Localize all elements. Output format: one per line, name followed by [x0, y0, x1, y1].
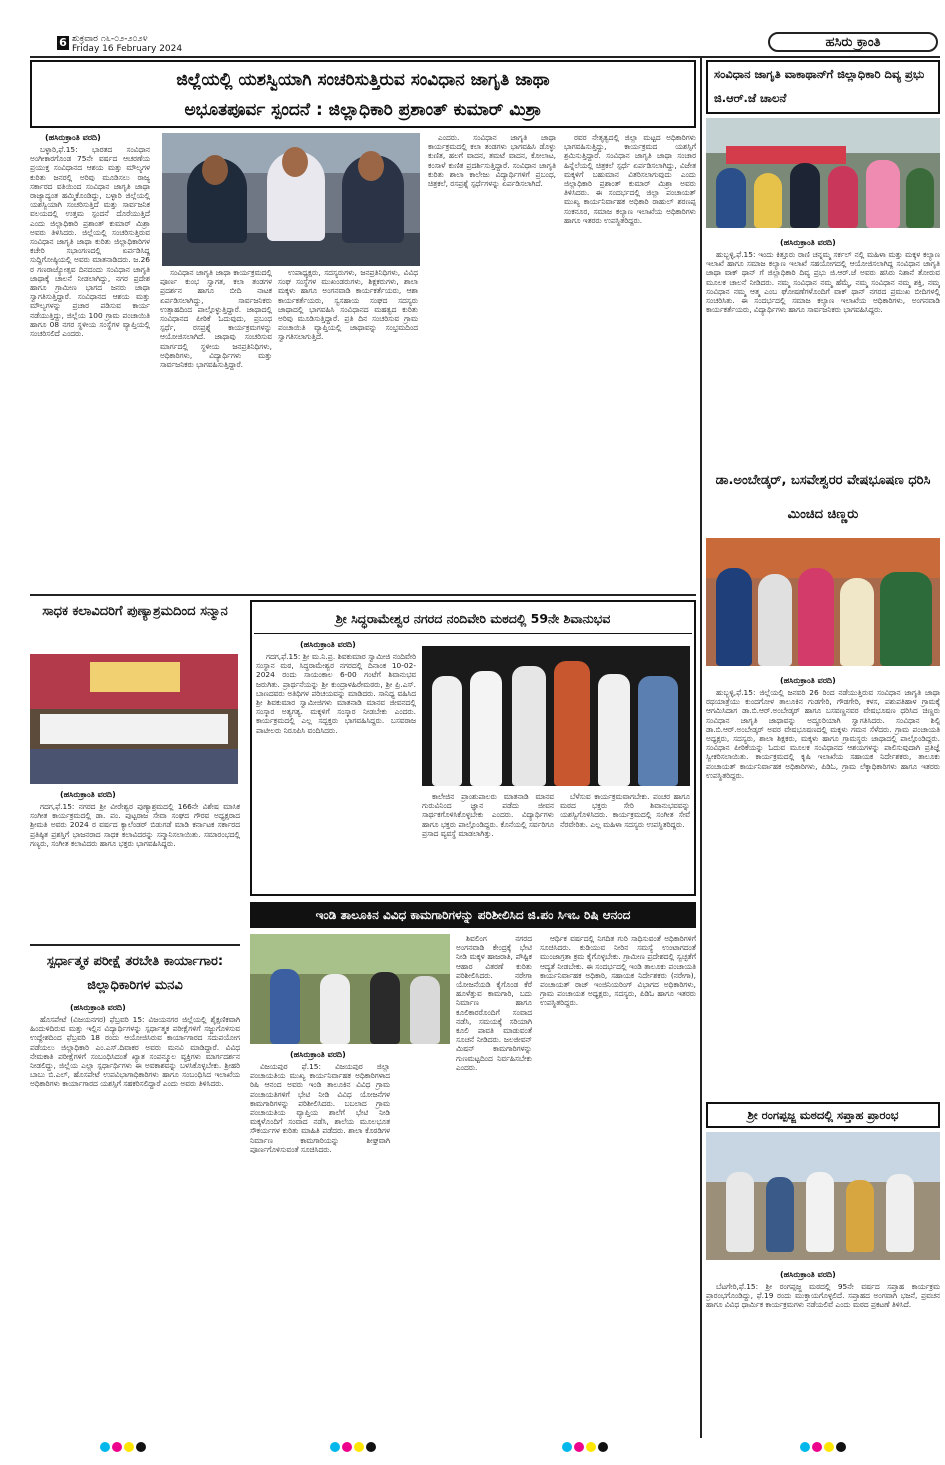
- lead-headline: [30, 60, 696, 128]
- lead-column-5: ರವರ ನೇತೃತ್ವದಲ್ಲಿ ಜಿಲ್ಲಾ ಮಟ್ಟದ ಅಧಿಕಾರಿಗಳು ಭಾಗವಹಿಸುತ್ತಿದ್ದು, ಕಾರ್ಯಕ್ರಮದ ಯಶಸ್ಸಿಗೆ ಶ್ರಮಿಸುತ್ತಿದ್ದಾರೆ. ಸಂವಿಧಾನ ಜಾಗೃತಿ ಜಾಥಾ ಸಂಚಾರ ಹಿನ್ನೆಲೆಯಲ್ಲಿ ಚಿತ್ರಕಲೆ ಸ್ಪರ್ಧೆ ಏರ್ಪಡಿಸಲಾಗಿದ್ದು, ವಿಜೇತ ಮಕ್ಕಳಿಗೆ ಬಹುಮಾನ ವಿತರಿಸಲಾಗುವುದು ಎಂದು ಜಿಲ್ಲಾಧಿಕಾರಿ ಪ್ರಶಾಂತ್ ಕುಮಾರ್ ಮಿಶ್ರಾ ಅವರು ತಿಳಿಸಿದರು. ಈ ಸಂದರ್ಭದಲ್ಲಿ ಜಿಲ್ಲಾ ಪಂಚಾಯತ್ ಮುಖ್ಯ ಕಾರ್ಯನಿರ್ವಾಹಕ ಅಧಿಕಾರಿ ರಾಹುಲ್ ಶರಣಪ್ಪ ಸಂಕನೂರ, ಸಮಾಜ ಕಲ್ಯಾಣ ಇಲಾಖೆಯ ಅಧಿಕಾರಿಗಳು ಹಾಗೂ ಇತರರು ಉಪಸ್ಥಿತರಿದ್ದರು.: [564, 133, 696, 225]
- right-top-byline: (ಹಸಿರುಕ್ರಾಂತಿ ವರದಿ): [780, 238, 836, 247]
- lead-column-2: ಸಂವಿಧಾನ ಜಾಗೃತಿ ಜಾಥಾ ಕಾರ್ಯಕ್ರಮದಲ್ಲಿ ಪೂರ್ಣ ಕುಂಭ ಸ್ವಾಗತ, ಕಲಾ ತಂಡಗಳ ಪ್ರದರ್ಶನ ಹಾಗೂ ಬೀದಿ ನಾಟಕ ಏರ್ಪಡಿಸಲಾಗಿದ್ದು, ಸಾರ್ವಜನಿಕರು ಉತ್ಸಾಹದಿಂದ ಪಾಲ್ಗೊಳ್ಳುತ್ತಿದ್ದಾರೆ. ಜಾಥಾದಲ್ಲಿ ಸಂವಿಧಾನದ ಪೀಠಿಕೆ ಓದುವುದು, ಪ್ರಬಂಧ ಸ್ಪರ್ಧೆ, ರಸಪ್ರಶ್ನೆ ಕಾರ್ಯಕ್ರಮಗಳನ್ನು ಆಯೋಜಿಸಲಾಗಿದೆ. ಜಾಥಾವು ಸಂಚರಿಸುವ ಮಾರ್ಗದಲ್ಲಿ ಸ್ಥಳೀಯ ಜನಪ್ರತಿನಿಧಿಗಳು, ಅಧಿಕಾರಿಗಳು, ವಿದ್ಯಾರ್ಥಿಗಳು ಮತ್ತು ಸಾರ್ವಜನಿಕರು ಭಾಗವಹಿಸುತ್ತಿದ್ದಾರೆ.: [160, 268, 272, 370]
- saptaha-photo: [706, 1132, 940, 1260]
- center-bottom-col-1: ವಿಜಯಪುರ ಫೆ.15: ವಿಜಯಪುರ ಜಿಲ್ಲಾ ಪಂಚಾಯತಿಯ ಮುಖ್ಯ ಕಾರ್ಯನಿರ್ವಾಹಕ ಅಧಿಕಾರಿಗಳಾದ ರಿಷಿ ಆನಂದ ಅವರು ಇಂಡಿ ತಾಲೂಕಿನ ವಿವಿಧ ಗ್ರಾಮ ಪಂಚಾಯತಿಗಳಿಗೆ ಭೇಟಿ ನೀಡಿ ವಿವಿಧ ಯೋಜನೆಗಳ ಕಾಮಗಾರಿಗಳನ್ನು ಪರಿಶೀಲಿಸಿದರು. ಬಬಲಾದ ಗ್ರಾಮ ಪಂಚಾಯತಿಯ ವ್ಯಾಪ್ತಿಯ ಶಾಲೆಗೆ ಭೇಟಿ ನೀಡಿ ಮಕ್ಕಳೊಂದಿಗೆ ಸಂವಾದ ನಡೆಸಿ, ಶಾಲೆಯ ಮೂಲಭೂತ ಸೌಕರ್ಯಗಳ ಕುರಿತು ಮಾಹಿತಿ ಪಡೆದರು. ಶಾಲಾ ಕೊಠಡಿಗಳ ನಿರ್ಮಾಣ ಕಾಮಗಾರಿಯನ್ನು ಶೀಘ್ರವಾಗಿ ಪೂರ್ಣಗೊಳಿಸುವಂತೆ ಸೂಚಿಸಿದರು.: [250, 1062, 390, 1154]
- center-mid-body-1: ಗದಗ,ಫೆ.15: ಶ್ರೀ ಮ.ನಿ.ಪ್ರ. ಶಿವಕುಮಾರ ಸ್ವಾಮೀಜಿ ನಂದಿವೇರಿ ಸಂಸ್ಥಾನ ಮಠ, ಸಿದ್ಧರಾಮೇಶ್ವರ ನಗರದಲ್ಲಿ ದಿನಾಂಕ 10-02-2024 ರಂದು ಸಾಯಂಕಾಲ 6-00 ಗಂಟೆಗೆ ಶಿವಾನುಭವ ಜರುಗಿತು. ಪ್ರಾರ್ಥನೆಯನ್ನು ಶ್ರೀ ಕುಂದ್ರಾಳಹಿರೇಮಠರು, ಶ್ರೀ ಪ್ರಿ.ಎಸ್. ಬಾಣದವರು ಅತಿಥಿಗಳ ಪರಿಚಯವನ್ನು ಮಾಡಿದರು. ಸಾನಿಧ್ಯ ವಹಿಸಿದ ಶ್ರೀ ಶಿವಕುಮಾರ ಸ್ವಾಮೀಜಿಗಳು ಮಾತನಾಡಿ ಮಾನವ ಜೀವನದಲ್ಲಿ ಸಂಸ್ಕಾರ ಅತ್ಯಗತ್ಯ. ಮಕ್ಕಳಿಗೆ ಸಂಸ್ಕಾರ ನೀಡಬೇಕು ಎಂದರು. ಕಾರ್ಯಕ್ರಮದಲ್ಲಿ ಎಲ್ಲ ಸದ್ಭಕ್ತರು ಭಾಗವಹಿಸಿದ್ದರು. ಬಸವರಾಜ ಪಾಟೀಲರು ನಿರೂಪಿಸಿ ವಂದಿಸಿದರು.: [256, 652, 416, 735]
- center-bottom-headline: ಇಂಡಿ ತಾಲೂಕಿನ ವಿವಿಧ ಕಾಮಗಾರಿಗಳನ್ನು ಪರಿಶೀಲಿಸಿದ ಜಿ.ಪಂ ಸಿಇಒ ರಿಷಿ ಆನಂದ: [250, 902, 696, 928]
- right-bottom-body: ಬೆಟಗೇರಿ,ಫೆ.15: ಶ್ರೀ ರಂಗಪ್ಪಜ್ಜ ಮಠದಲ್ಲಿ 95ನೇ ವರ್ಷದ ಸಪ್ತಾಹ ಕಾರ್ಯಕ್ರಮ ಪ್ರಾರಂಭಗೊಂಡಿದ್ದು, ಫೆ.19 ರಂದು ಮುಕ್ತಾಯಗೊಳ್ಳಲಿದೆ. ಸಪ್ತಾಹದ ಅಂಗವಾಗಿ ಭಜನೆ, ಪ್ರವಚನ ಹಾಗೂ ವಿವಿಧ ಧಾರ್ಮಿಕ ಕಾರ್ಯಕ್ರಮಗಳು ನಡೆಯಲಿವೆ ಎಂದು ಮಠದ ಪ್ರಕಟಣೆ ತಿಳಿಸಿದೆ.: [706, 1282, 940, 1310]
- left-bottom-headline: ಸ್ಪರ್ಧಾತ್ಮಕ ಪರೀಕ್ಷೆ ತರಬೇತಿ ಕಾರ್ಯಾಗಾರ: ಜಿಲ್ಲಾಧಿಕಾರಿಗಳ ಮನವಿ: [46, 954, 224, 993]
- center-bottom-byline: (ಹಸಿರುಕ್ರಾಂತಿ ವರದಿ): [290, 1050, 346, 1059]
- left-bottom-rule: [30, 944, 240, 946]
- right-column-divider: [700, 58, 702, 1438]
- right-mid-body: ಹುಬ್ಬಳ್ಳಿ,ಫೆ.15: ಜಿಲ್ಲೆಯಲ್ಲಿ ಜನವರಿ 26 ರಿಂದ ನಡೆಯುತ್ತಿರುವ ಸಂವಿಧಾನ ಜಾಗೃತಿ ಜಾಥಾ ರಥಯಾತ್ರೆಯು ಕುಂದಗೋಳ ತಾಲೂಕಿನ ಗುಡಗೇರಿ, ಗೌಡಗೇರಿ, ಕಳಸ, ಪಶುಪತಿಹಾಳ ಗ್ರಾಮಕ್ಕೆ ಆಗಮಿಸಿದಾಗ ಡಾ.ಬಿ.ಆರ್.ಅಂಬೇಡ್ಕರ್ ಹಾಗೂ ಬಸವಣ್ಣನವರ ವೇಷಭೂಷಣ ಧರಿಸಿದ ಚಿಣ್ಣರು ಸಂವಿಧಾನ ಜಾಗೃತಿ ಜಾಥಾವನ್ನು ಅದ್ಧೂರಿಯಾಗಿ ಸ್ವಾಗತಿಸಿದರು. ಸಂವಿಧಾನ ಶಿಲ್ಪಿ ಡಾ.ಬಿ.ಆರ್.ಅಂಬೇಡ್ಕರ್ ಅವರ ವೇಷಭೂಷಣದಲ್ಲಿ ಮಕ್ಕಳು ಗಮನ ಸೆಳೆದರು. ಗ್ರಾಮ ಪಂಚಾಯತಿ ಅಧ್ಯಕ್ಷರು, ಸದಸ್ಯರು, ಶಾಲಾ ಶಿಕ್ಷಕರು, ಮಕ್ಕಳು ಹಾಗೂ ಗ್ರಾಮಸ್ಥರು ಜಾಥಾದಲ್ಲಿ ಪಾಲ್ಗೊಂಡಿದ್ದರು. ಸಂವಿಧಾನ ಪೀಠಿಕೆಯನ್ನು ಓದುವ ಮೂಲಕ ಸಂವಿಧಾನದ ಆಶಯಗಳನ್ನು ಪಾಲಿಸುವುದಾಗಿ ಪ್ರತಿಜ್ಞೆ ಸ್ವೀಕರಿಸಲಾಯಿತು. ಕಾರ್ಯಕ್ರಮದಲ್ಲಿ ಕೃಷಿ ಇಲಾಖೆಯ ಸಹಾಯಕ ನಿರ್ದೇಶಕರು, ತಾಲೂಕು ಪಂಚಾಯತ್ ಕಾರ್ಯನಿರ್ವಾಹಕ ಅಧಿಕಾರಿಗಳು, ಪಿಡಿಓ, ಗ್ರಾಮ ಲೆಕ್ಕಾಧಿಕಾರಿಗಳು ಹಾಗೂ ಇತರರು ಉಪಸ್ಥಿತರಿದ್ದರು.: [706, 688, 940, 780]
- right-bottom-headline: ಶ್ರೀ ರಂಗಪ್ಪಜ್ಜ ಮಠದಲ್ಲಿ ಸಪ್ತಾಹ ಪ್ರಾರಂಭ: [706, 1102, 940, 1128]
- lead-column-3: ಉಪಾಧ್ಯಕ್ಷರು, ಸದಸ್ಯರುಗಳು, ಜನಪ್ರತಿನಿಧಿಗಳು, ವಿವಿಧ ಸಂಘ ಸಂಸ್ಥೆಗಳ ಮುಖಂಡರುಗಳು, ಶಿಕ್ಷಕರುಗಳು, ಶಾಲಾ ಮಕ್ಕಳು ಹಾಗೂ ಅಂಗನವಾಡಿ ಕಾರ್ಯಕರ್ತೆಯರು, ಆಶಾ ಕಾರ್ಯಕರ್ತೆಯರು, ಸ್ವಸಹಾಯ ಸಂಘದ ಸದಸ್ಯರು ಜಾಥಾದಲ್ಲಿ ಭಾಗವಹಿಸಿ ಸಂವಿಧಾನದ ಮಹತ್ವದ ಕುರಿತು ಅರಿವು ಮೂಡಿಸುತ್ತಿದ್ದಾರೆ. ಪ್ರತಿ ದಿನ ಸಂಚರಿಸುವ ಗ್ರಾಮ ಪಂಚಾಯಿತಿ ವ್ಯಾಪ್ತಿಯಲ್ಲಿ ಜಾಥಾವನ್ನು ಸಂಭ್ರಮದಿಂದ ಸ್ವಾಗತಿಸಲಾಗುತ್ತಿದೆ.: [278, 268, 418, 342]
- left-mid-body: ಗದಗ,ಫೆ.15: ನಗರದ ಶ್ರೀ ವೀರೇಶ್ವರ ಪುಣ್ಯಾಶ್ರಮದಲ್ಲಿ 166ನೇ ವಿಶೇಷ ಮಾಸಿಕ ಸಂಗೀತ ಕಾರ್ಯಕ್ರಮದಲ್ಲಿ ಡಾ. ಪಂ. ಪುಟ್ಟರಾಜ ಸೇವಾ ಸಂಘದ ಗೌರವ ಅಧ್ಯಕ್ಷರಾದ ಶ್ರೀಮತಿ ಅವರು 2024 ರ ವರ್ಷದ ಕ್ಯಾಲೆಂಡರ್ ಬಿಡುಗಡೆ ಮಾಡಿ ಕರ್ನಾಟಕ ಸರ್ಕಾರದ ಪ್ರತಿಷ್ಠಿತ ಪ್ರಶಸ್ತಿಗೆ ಭಾಜನರಾದ ಸಾಧಕ ಕಲಾವಿದರನ್ನು ಸನ್ಮಾನಿಸಲಾಯಿತು. ಸಮಾರಂಭದಲ್ಲಿ ಗಣ್ಯರು, ಸಂಗೀತ ಕಲಾವಿದರು ಹಾಗೂ ಭಕ್ತರು ಭಾಗವಹಿಸಿದ್ದರು.: [30, 802, 240, 848]
- center-mid-body-3: ಬೆಳೆಸುವ ಕಾರ್ಯಕ್ರಮವಾಗಬೇಕು. ಪಂಚರ ಹಾಗೂ ಮಠದ ಭಕ್ತರು ಸೇರಿ ಶಿವಾನುಭವವನ್ನು ಯಶಸ್ವಿಗೊಳಿಸಿದರು. ಕಾರ್ಯಕ್ರಮದಲ್ಲಿ ಸಂಗೀತ ಸೇವೆ ನೆರವೇರಿತು. ಎಲ್ಲ ಮಹಿಳಾ ಸದಸ್ಯರು ಉಪಸ್ಥಿತರಿದ್ದರು.: [560, 792, 690, 829]
- lead-column-1: ಬಳ್ಳಾರಿ,ಫೆ.15: ಭಾರತದ ಸಂವಿಧಾನ ಅಂಗೀಕಾರಗೊಂಡ 75ನೇ ವರ್ಷದ ಆಚರಣೆಯ ಪ್ರಯುಕ್ತ ಸಂವಿಧಾನದ ಆಶಯ ಮತ್ತು ಮೌಲ್ಯಗಳ ಕುರಿತು ಜನರಲ್ಲಿ ಅರಿವು ಮೂಡಿಸಲು ರಾಜ್ಯ ಸರ್ಕಾರದ ವತಿಯಿಂದ ಸಂವಿಧಾನ ಜಾಗೃತಿ ಜಾಥಾ ರಾಜ್ಯಾದ್ಯಂತ ಹಮ್ಮಿಕೊಂಡಿದ್ದು, ಬಳ್ಳಾರಿ ಜಿಲ್ಲೆಯಲ್ಲಿ ಯಶಸ್ವಿಯಾಗಿ ಸಂಚರಿಸುತ್ತಿದೆ ಮತ್ತು ಸಾರ್ವಜನಿಕ ವಲಯದಲ್ಲಿ ಉತ್ತಮ ಸ್ಪಂದನೆ ದೊರೆಯುತ್ತಿದೆ ಎಂದು ಜಿಲ್ಲಾಧಿಕಾರಿ ಪ್ರಶಾಂತ್ ಕುಮಾರ್ ಮಿಶ್ರಾ ಅವರು ತಿಳಿಸಿದರು. ಜಿಲ್ಲೆಯಲ್ಲಿ ಸಂಚರಿಸುತ್ತಿರುವ ಸಂವಿಧಾನ ಜಾಗೃತಿ ಜಾಥಾ ಕುರಿತು ಜಿಲ್ಲಾಧಿಕಾರಿಗಳ ಕಚೇರಿ ಸಭಾಂಗಣದಲ್ಲಿ ಏರ್ಪಡಿಸಿದ್ದ ಸುದ್ದಿಗೋಷ್ಠಿಯಲ್ಲಿ ಅವರು ಮಾತನಾಡಿದರು. ಜ.26 ರ ಗಣರಾಜ್ಯೋತ್ಸವ ದಿನದಂದು ಸಂವಿಧಾನ ಜಾಗೃತಿ ಜಾಥಾಕ್ಕೆ ಚಾಲನೆ ನೀಡಲಾಗಿದ್ದು, ನಗರ ಪ್ರದೇಶ ಹಾಗೂ ಗ್ರಾಮೀಣ ಭಾಗದ ಜನರು ಜಾಥಾ ಸ್ವಾಗತಿಸುತ್ತಿದ್ದಾರೆ. ಸಂವಿಧಾನದ ಆಶಯ ಮತ್ತು ಮೌಲ್ಯಗಳನ್ನು ಪ್ರಚಾರ ಪಡಿಸುವ ಕಾರ್ಯ ನಡೆಯುತ್ತಿದ್ದು, ಜಿಲ್ಲೆಯ 100 ಗ್ರಾಮ ಪಂಚಾಯಿತಿ ಹಾಗೂ 08 ನಗರ ಸ್ಥಳೀಯ ಸಂಸ್ಥೆಗಳ ವ್ಯಾಪ್ತಿಯಲ್ಲಿ ಸಂಚರಿಸಲಿದೆ ಎಂದರು.: [30, 145, 150, 339]
- paper-name: ಹಸಿರು ಕ್ರಾಂತಿ: [768, 32, 938, 52]
- walkathon-photo: [706, 118, 940, 228]
- cmyk-marks-1: [100, 1442, 160, 1454]
- lead-byline: (ಹಸಿರುಕ್ರಾಂತಿ ವರದಿ): [45, 133, 101, 142]
- left-bottom-body: ಹೊಸಪೇಟೆ (ವಿಜಯನಗರ) ಫೆಬ್ರವರಿ 15: ವಿಜಯನಗರ ಜಿಲ್ಲೆಯಲ್ಲಿ ಶೈಕ್ಷಣಿಕವಾಗಿ ಹಿಂದುಳಿದಿರುವ ಮತ್ತು ಇಲ್ಲಿನ ವಿದ್ಯಾರ್ಥಿಗಳನ್ನು ಸ್ಪರ್ಧಾತ್ಮಕ ಪರೀಕ್ಷೆಗಳಿಗೆ ಸಜ್ಜುಗೊಳಿಸುವ ಉದ್ದೇಶದಿಂದ ಫೆಬ್ರವರಿ 18 ರಂದು ಆಯೋಜಿಸಿರುವ ಕಾರ್ಯಾಗಾರದ ಸದುಪಯೋಗ ಪಡೆಯಲು ಜಿಲ್ಲಾಧಿಕಾರಿ ಎಂ.ಎಸ್.ದಿವಾಕರ ಅವರು ಮನವಿ ಮಾಡಿದ್ದಾರೆ. ವಿವಿಧ ನೇಮಕಾತಿ ಪರೀಕ್ಷೆಗಳಿಗೆ ಸಂಬಂಧಿಸಿದಂತೆ ಖ್ಯಾತ ಸಂಪನ್ಮೂಲ ವ್ಯಕ್ತಿಗಳು ಮಾರ್ಗದರ್ಶನ ನೀಡಲಿದ್ದು, ಜಿಲ್ಲೆಯ ಎಲ್ಲಾ ಸ್ಪರ್ಧಾರ್ಥಿಗಳು ಈ ಅವಕಾಶವನ್ನು ಬಳಸಿಕೊಳ್ಳಬೇಕು. ಶ್ರೀಹರಿ ಬಾಬು ಬಿ.ಎಲ್, ಹೊಸಪೇಟೆ ಉಪವಿಭಾಗಾಧಿಕಾರಿಗಳು ಹಾಗೂ ಸಂಬಂಧಿಸಿದ ಇಲಾಖೆಯ ಅಧಿಕಾರಿಗಳು ಕಾರ್ಯಾಗಾರದ ಯಶಸ್ಸಿಗೆ ಸಹಕರಿಸಲಿದ್ದಾರೆ ಎಂದು ಅವರು ತಿಳಿಸಿದರು.: [30, 1015, 240, 1089]
- masthead-rule: [30, 56, 940, 58]
- left-bottom-byline: (ಹಸಿರುಕ್ರಾಂತಿ ವರದಿ): [70, 1003, 126, 1012]
- date-english: Friday 16 February 2024: [72, 44, 183, 54]
- lead-headline-line2: ಅಭೂತಪೂರ್ವ ಸ್ಪಂದನೆ : ಜಿಲ್ಲಾಧಿಕಾರಿ ಪ್ರಶಾಂತ್ ಕುಮಾರ್ ಮಿಶ್ರಾ: [184, 100, 542, 120]
- award-ceremony-photo: [30, 654, 238, 784]
- page-number: 6: [57, 36, 69, 50]
- cmyk-marks-4: [800, 1442, 860, 1454]
- lead-headline-line1: ಜಿಲ್ಲೆಯಲ್ಲಿ ಯಶಸ್ವಿಯಾಗಿ ಸಂಚರಿಸುತ್ತಿರುವ ಸಂವಿಧಾನ ಜಾಗೃತಿ ಜಾಥಾ: [176, 70, 550, 90]
- cmyk-marks-3: [562, 1442, 622, 1454]
- center-bottom-col-2: ಶಿವಲಿಂಗ ನಗರದ ಅಂಗನವಾಡಿ ಕೇಂದ್ರಕ್ಕೆ ಭೇಟಿ ನೀಡಿ ಮಕ್ಕಳ ಹಾಜರಾತಿ, ಪೌಷ್ಟಿಕ ಆಹಾರ ವಿತರಣೆ ಕುರಿತು ಪರಿಶೀಲಿಸಿದರು. ನರೇಗಾ ಯೋಜನೆಯಡಿ ಕೈಗೊಂಡ ಕೆರೆ ಹೂಳೆತ್ತುವ ಕಾಮಗಾರಿ, ಬದು ನಿರ್ಮಾಣ ಹಾಗೂ ಕೂಲಿಕಾರರೊಂದಿಗೆ ಸಂವಾದ ನಡೆಸಿ, ಸಮಯಕ್ಕೆ ಸರಿಯಾಗಿ ಕೂಲಿ ಪಾವತಿ ಮಾಡುವಂತೆ ಸೂಚನೆ ನೀಡಿದರು. ಜಲಜೀವನ್ ಮಿಷನ್ ಕಾಮಗಾರಿಗಳನ್ನು ಗುಣಮಟ್ಟದಿಂದ ನಿರ್ವಹಿಸಬೇಕು ಎಂದರು.: [456, 934, 532, 1072]
- center-bottom-col-3: ಆರ್ಥಿಕ ವರ್ಷದಲ್ಲಿ ನಿಗದಿತ ಗುರಿ ಸಾಧಿಸುವಂತೆ ಅಧಿಕಾರಿಗಳಿಗೆ ಸೂಚಿಸಿದರು. ಕುಡಿಯುವ ನೀರಿನ ಸಮಸ್ಯೆ ಉಂಟಾಗದಂತೆ ಮುಂಜಾಗ್ರತಾ ಕ್ರಮ ಕೈಗೊಳ್ಳಬೇಕು. ಗ್ರಾಮೀಣ ಪ್ರದೇಶದಲ್ಲಿ ಸ್ವಚ್ಛತೆಗೆ ಆದ್ಯತೆ ನೀಡಬೇಕು. ಈ ಸಂದರ್ಭದಲ್ಲಿ ಇಂಡಿ ತಾಲೂಕು ಪಂಚಾಯತಿ ಕಾರ್ಯನಿರ್ವಾಹಕ ಅಧಿಕಾರಿ, ಸಹಾಯಕ ನಿರ್ದೇಶಕರು (ನರೇಗಾ), ಪಂಚಾಯತ್ ರಾಜ್ ಇಂಜಿನಿಯರಿಂಗ್ ವಿಭಾಗದ ಅಧಿಕಾರಿಗಳು, ಗ್ರಾಮ ಪಂಚಾಯತ ಅಧ್ಯಕ್ಷರು, ಸದಸ್ಯರು, ಪಿಡಿಓ ಹಾಗೂ ಇತರರು ಉಪಸ್ಥಿತರಿದ್ದರು.: [540, 934, 696, 1008]
- right-mid-byline: (ಹಸಿರುಕ್ರಾಂತಿ ವರದಿ): [780, 676, 836, 685]
- right-top-body: ಹುಬ್ಬಳ್ಳಿ,ಫೆ.15: ಇಂದು ಕಿತ್ತೂರು ರಾಣಿ ಚನ್ನಮ್ಮ ಸರ್ಕಲ್ ನಲ್ಲಿ ಮಹಿಳಾ ಮತ್ತು ಮಕ್ಕಳ ಕಲ್ಯಾಣ ಇಲಾಖೆ ಹಾಗೂ ಸಮಾಜ ಕಲ್ಯಾಣ ಇಲಾಖೆ ಸಹಯೋಗದಲ್ಲಿ ಆಯೋಜಿಸಲಾಗಿದ್ದ ಸಂವಿಧಾನ ಜಾಗೃತಿ ಜಾಥಾ ವಾಕ್ ಥಾನ್ ಗೆ ಜಿಲ್ಲಾಧಿಕಾರಿ ದಿವ್ಯ ಪ್ರಭು ಜಿ.ಆರ್.ಜೆ ಅವರು ಹಸಿರು ನಿಶಾನೆ ತೋರುವ ಮೂಲಕ ಚಾಲನೆ ನೀಡಿದರು. ನಮ್ಮ ಸಂವಿಧಾನ ನಮ್ಮ ಹೆಮ್ಮೆ, ನಮ್ಮ ಸಂವಿಧಾನ ನಮ್ಮ ಶಕ್ತಿ, ನಮ್ಮ ಸಂವಿಧಾನ ನಮ್ಮ ಆತ್ಮ ಎಂಬ ಘೋಷಣೆಗಳೊಂದಿಗೆ ವಾಕ್ ಥಾನ್ ನಗರದ ಪ್ರಮುಖ ಬೀದಿಗಳಲ್ಲಿ ಸಂಚರಿಸಿತು. ಈ ಸಂದರ್ಭದಲ್ಲಿ ಸಮಾಜ ಕಲ್ಯಾಣ ಇಲಾಖೆಯ ಅಧಿಕಾರಿಗಳು, ಅಂಗನವಾಡಿ ಕಾರ್ಯಕರ್ತೆಯರು, ವಿದ್ಯಾರ್ಥಿಗಳು ಹಾಗೂ ಸಾರ್ವಜನಿಕರು ಭಾಗವಹಿಸಿದ್ದರು.: [706, 250, 940, 315]
- center-mid-body-2: ಕಾಲೇಜಿನ ಪ್ರಾಂಶುಪಾಲರು ಮಾತನಾಡಿ ಮಾನವ ಗುರುವಿನಿಂದ ಜ್ಞಾನ ಪಡೆದು ಜೀವನ ಸಾರ್ಥಕಗೊಳಿಸಿಕೊಳ್ಳಬೇಕು ಎಂದರು. ವಿದ್ಯಾರ್ಥಿಗಳು ಹಾಗೂ ಭಕ್ತರು ಪಾಲ್ಗೊಂಡಿದ್ದರು. ಕೊನೆಯಲ್ಲಿ ಸರ್ವರಿಗೂ ಪ್ರಸಾದ ವ್ಯವಸ್ಥೆ ಮಾಡಲಾಗಿತ್ತು.: [422, 792, 554, 838]
- right-bottom-byline: (ಹಸಿರುಕ್ರಾಂತಿ ವರದಿ): [780, 1270, 836, 1279]
- lead-bottom-rule: [30, 594, 696, 596]
- right-top-headline: ಸಂವಿಧಾನ ಜಾಗೃತಿ ವಾಕಾಥಾನ್‍ಗೆ ಜಿಲ್ಲಾಧಿಕಾರಿ ದಿವ್ಯ ಪ್ರಭು ಜಿ.ಆರ್.ಜೆ ಚಾಲನೆ: [706, 60, 940, 114]
- left-mid-byline: (ಹಸಿರುಕ್ರಾಂತಿ ವರದಿ): [60, 790, 116, 799]
- cmyk-marks-2: [330, 1442, 390, 1454]
- center-mid-byline: (ಹಸಿರುಕ್ರಾಂತಿ ವರದಿ): [300, 640, 356, 649]
- date-kannada: ಶುಕ್ರವಾರ ೧೬-೦೨-೨೦೨೪: [72, 34, 148, 44]
- right-mid-headline: ಡಾ.ಅಂಬೇಡ್ಕರ್, ಬಸವೇಶ್ವರರ ವೇಷಭೂಷಣ ಧರಿಸಿ ಮಿಂಚಿದ ಚಿಣ್ಣರು: [715, 473, 931, 522]
- lead-photo: [162, 133, 420, 266]
- center-mid-headline: ಶ್ರೀ ಸಿದ್ಧರಾಮೇಶ್ವರ ನಗರದ ನಂದಿವೇರಿ ಮಠದಲ್ಲಿ 59ನೇ ಶಿವಾನುಭವ: [254, 604, 692, 634]
- left-mid-headline: ಸಾಧಕ ಕಲಾವಿದರಿಗೆ ಪುಣ್ಯಾಶ್ರಮದಿಂದ ಸನ್ಮಾನ: [42, 604, 228, 619]
- shivanubhava-photo: [422, 646, 690, 786]
- date-block: [72, 34, 182, 54]
- lead-column-4: ಎಂದರು. ಸಂವಿಧಾನ ಜಾಗೃತಿ ಜಾಥಾ ಕಾರ್ಯಕ್ರಮದಲ್ಲಿ ಕಲಾ ತಂಡಗಳು ಭಾಗವಹಿಸಿ ಡೊಳ್ಳು ಕುಣಿತ, ಹಲಗೆ ವಾದನ, ತಮಟೆ ವಾದನ, ಕೋಲಾಟ, ಕಂಸಾಳೆ ಕುಣಿತ ಪ್ರದರ್ಶಿಸುತ್ತಿದ್ದಾರೆ. ಸಂವಿಧಾನ ಜಾಗೃತಿ ಕುರಿತು ಶಾಲಾ ಕಾಲೇಜು ವಿದ್ಯಾರ್ಥಿಗಳಿಗೆ ಪ್ರಬಂಧ, ಚಿತ್ರಕಲೆ, ರಸಪ್ರಶ್ನೆ ಸ್ಪರ್ಧೆಗಳನ್ನು ಏರ್ಪಡಿಸಲಾಗಿದೆ.: [428, 133, 556, 189]
- costume-children-photo: [706, 538, 940, 666]
